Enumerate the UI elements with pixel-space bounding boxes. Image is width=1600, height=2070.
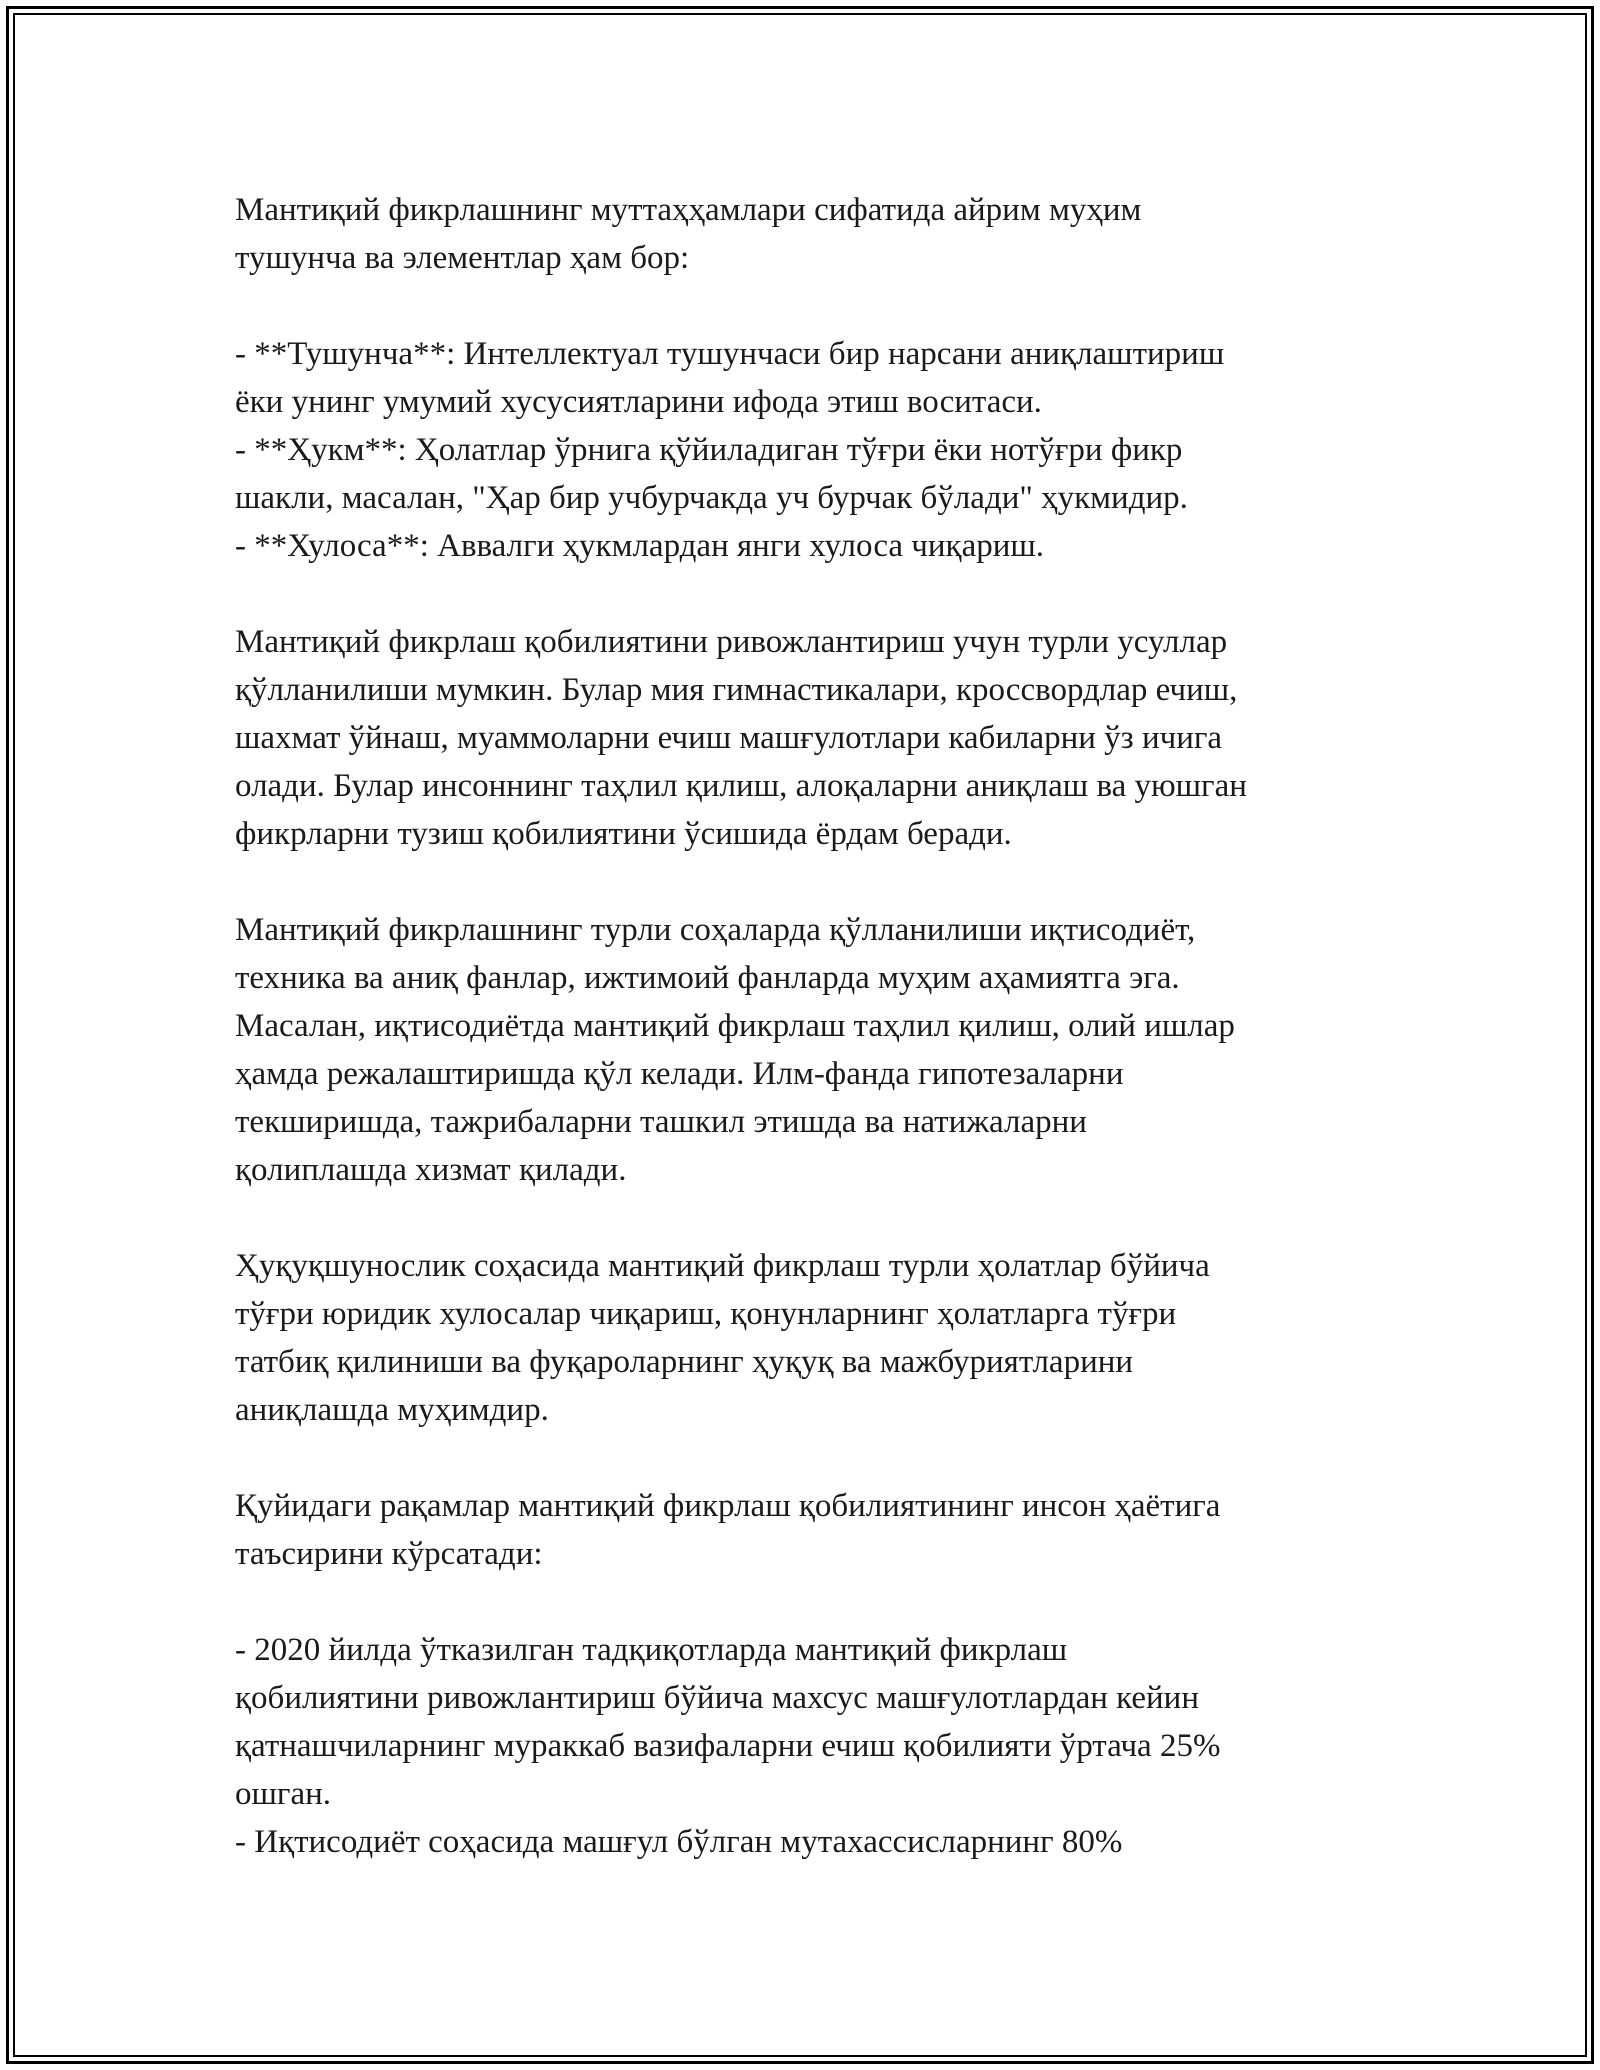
text-line: Масалан, иқтисодиётда мантиқий фикрлаш таҳлил қилиш, олий ишлар bbox=[235, 1008, 1235, 1044]
text-line: тушунча ва элементлар ҳам бор: bbox=[235, 240, 690, 276]
text-line: Ҳуқуқшунослик соҳасида мантиқий фикрлаш турли ҳолатлар бўйича bbox=[235, 1248, 1210, 1284]
list-concepts bbox=[235, 330, 1395, 570]
text-line: ошган. bbox=[235, 1776, 332, 1812]
text-line: фикрларни тузиш қобилиятини ўсишида ёрдам беради. bbox=[235, 816, 1012, 852]
list-statistics bbox=[235, 1626, 1395, 1866]
text-line: ҳамда режалаштиришда қўл келади. Илм-фанда гипотезаларни bbox=[235, 1056, 1124, 1092]
paragraph-gap bbox=[235, 1434, 1395, 1482]
text-line: шахмат ўйнаш, муаммоларни ечиш машғулотлари кабиларни ўз ичига bbox=[235, 720, 1223, 756]
paragraph-figures bbox=[235, 1482, 1395, 1578]
text-line: қатнашчиларнинг мураккаб вазифаларни ечиш қобилияти ўртача 25% bbox=[235, 1728, 1221, 1764]
text-line: Мантиқий фикрлаш қобилиятини ривожлантириш учун турли усуллар bbox=[235, 624, 1228, 660]
paragraph-gap bbox=[235, 570, 1395, 618]
paragraph-applications bbox=[235, 906, 1395, 1194]
text-line: техника ва аниқ фанлар, ижтимоий фанларда муҳим аҳамиятга эга. bbox=[235, 960, 1180, 996]
text-line: Мантиқий фикрлашнинг муттаҳҳамлари сифатида айрим муҳим bbox=[235, 192, 1142, 228]
text-line: аниқлашда муҳимдир. bbox=[235, 1392, 549, 1428]
paragraph-law bbox=[235, 1242, 1395, 1434]
paragraph-gap bbox=[235, 282, 1395, 330]
text-line: Қуйидаги рақамлар мантиқий фикрлаш қобилиятининг инсон ҳаётига bbox=[235, 1488, 1221, 1524]
paragraph-gap bbox=[235, 858, 1395, 906]
text-line: текширишда, тажрибаларни ташкил этишда ва натижаларни bbox=[235, 1104, 1087, 1140]
list-item: - 2020 йилда ўтказилган тадқиқотларда мантиқий фикрлаш bbox=[235, 1632, 1068, 1668]
paragraph-intro bbox=[235, 186, 1395, 282]
text-line: олади. Булар инсоннинг таҳлил қилиш, алоқаларни аниқлаш ва уюшган bbox=[235, 768, 1247, 804]
paragraph-gap bbox=[235, 1194, 1395, 1242]
text-line: қолиплашда хизмат қилади. bbox=[235, 1152, 627, 1188]
text-line: Мантиқий фикрлашнинг турли соҳаларда қўлланилиши иқтисодиёт, bbox=[235, 912, 1196, 948]
text-line: татбиқ қилиниши ва фуқароларнинг ҳуқуқ ва мажбуриятларини bbox=[235, 1344, 1134, 1380]
text-line: қўлланилиши мумкин. Булар мия гимнастикалари, кроссвордлар ечиш, bbox=[235, 672, 1238, 708]
document-body bbox=[235, 186, 1395, 1866]
list-item: - **Ҳукм**: Ҳолатлар ўрнига қўйиладиган тўғри ёки нотўғри фикр bbox=[235, 432, 1183, 468]
list-item: - Иқтисодиёт соҳасида машғул бўлган мутахассисларнинг 80% bbox=[235, 1824, 1123, 1860]
list-item: - **Тушунча**: Интеллектуал тушунчаси бир нарсани аниқлаштириш bbox=[235, 336, 1225, 372]
text-line: ёки унинг умумий хусусиятларини ифода этиш воситаси. bbox=[235, 384, 1042, 420]
text-line: шакли, масалан, "Ҳар бир учбурчакда уч бурчак бўлади" ҳукмидир. bbox=[235, 480, 1188, 516]
paragraph-gap bbox=[235, 1578, 1395, 1626]
paragraph-methods bbox=[235, 618, 1395, 858]
text-line: қобилиятини ривожлантириш бўйича махсус машғулотлардан кейин bbox=[235, 1680, 1199, 1716]
text-line: таъсирини кўрсатади: bbox=[235, 1536, 543, 1572]
text-line: тўғри юридик хулосалар чиқариш, қонунларнинг ҳолатларга тўғри bbox=[235, 1296, 1177, 1332]
list-item: - **Хулоса**: Аввалги ҳукмлардан янги хулоса чиқариш. bbox=[235, 528, 1045, 564]
